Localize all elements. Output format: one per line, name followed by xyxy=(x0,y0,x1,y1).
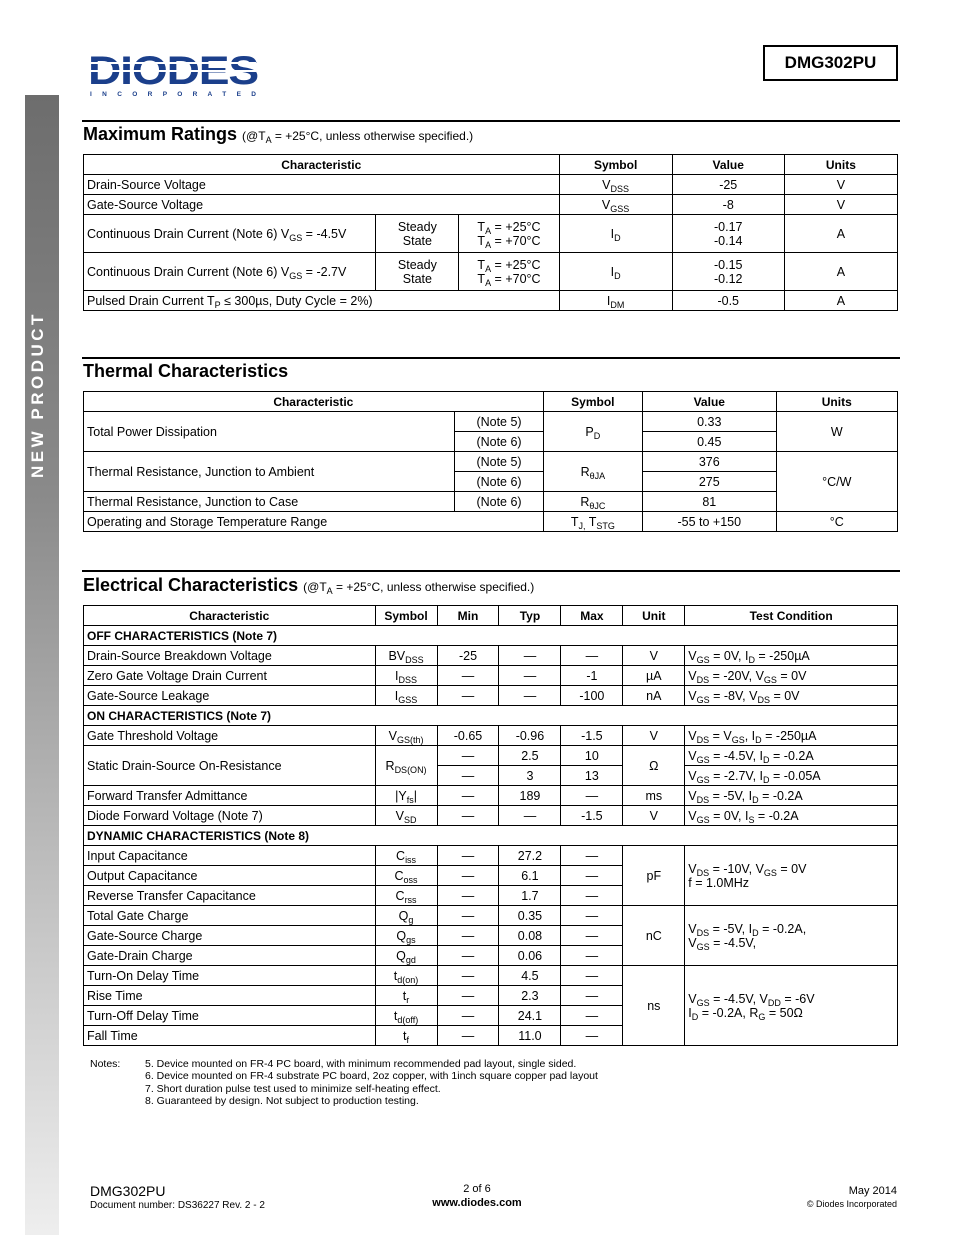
row-max: — xyxy=(561,946,623,966)
row-unit: °C/W xyxy=(776,452,897,512)
row-value: -8 xyxy=(672,195,784,215)
header-symbol: Symbol xyxy=(543,392,642,412)
dynamic-rows xyxy=(84,846,898,1046)
row-unit: A xyxy=(784,291,897,311)
row-symbol: $I_D$ xyxy=(559,253,672,291)
row-min: — xyxy=(437,846,499,866)
row-characteristic: Gate-Source Charge xyxy=(84,926,376,946)
note-item: 5. Device mounted on FR-4 PC board, with minimum recommended pad layout, single sided. xyxy=(145,1058,577,1070)
row-symbol: $t_f$ xyxy=(375,1026,437,1046)
row-symbol: $BV_{DSS}$ xyxy=(375,646,437,666)
row-max: -1 xyxy=(561,666,623,686)
row-characteristic: Forward Transfer Admittance xyxy=(84,786,376,806)
row-condition: $V_{DS} = -5V$, $I_D = -0.2A$, $V_{GS} = -4.5V$, xyxy=(685,906,898,966)
row-condition: $V_{GS} = 0V$, $I_S = -0.2A$ xyxy=(685,806,898,826)
group-title-on: ON CHARACTERISTICS (Note 7) xyxy=(84,706,898,726)
header-max: Max xyxy=(561,606,623,626)
row-typ: 3 xyxy=(499,766,561,786)
notes-list xyxy=(145,1058,598,1107)
row-max: — xyxy=(561,886,623,906)
row-unit: V xyxy=(623,726,685,746)
group-title-off: OFF CHARACTERISTICS (Note 7) xyxy=(84,626,898,646)
row-unit: ms xyxy=(623,786,685,806)
row-characteristic: Reverse Transfer Capacitance xyxy=(84,886,376,906)
header-units: Units xyxy=(784,155,897,175)
row-value: -0.15 -0.12 xyxy=(672,253,784,291)
note-item: 7. Short duration pulse test used to minimize self-heating effect. xyxy=(145,1082,441,1095)
row-min: — xyxy=(437,966,499,986)
row-characteristic: Gate-Drain Charge xyxy=(84,946,376,966)
row-min: — xyxy=(437,1026,499,1046)
row-typ: — xyxy=(499,686,561,706)
row-symbol: $V_{DSS}$ xyxy=(559,175,672,195)
row-unit: V xyxy=(623,646,685,666)
group-title-dynamic: DYNAMIC CHARACTERISTICS (Note 8) xyxy=(84,826,898,846)
table-header-row xyxy=(84,155,898,175)
row-max: 13 xyxy=(561,766,623,786)
row-characteristic: Pulsed Drain Current $T_P \le 300\mu s$, Duty Cycle = 2%) xyxy=(84,291,560,311)
thermal-table xyxy=(83,391,898,532)
row-characteristic: Output Capacitance xyxy=(84,866,376,886)
footer-document-number: Document number: DS36227 Rev. 2 - 2 xyxy=(90,1200,265,1211)
header-min: Min xyxy=(437,606,499,626)
footer-copyright: © Diodes Incorporated xyxy=(806,1199,897,1209)
row-condition: $V_{GS} = 0V$, $I_D = -250\mu A$ xyxy=(685,646,898,666)
section-rule xyxy=(82,357,900,359)
row-characteristic: Fall Time xyxy=(84,1026,376,1046)
row-characteristic: Thermal Resistance, Junction to Ambient xyxy=(84,452,455,492)
row-min: — xyxy=(437,886,499,906)
row-value: -55 to +150 xyxy=(643,512,776,532)
table-row xyxy=(84,746,898,766)
row-symbol: $Q_g$ xyxy=(375,906,437,926)
table-row xyxy=(84,846,898,866)
row-unit: V xyxy=(784,175,897,195)
row-unit: °C xyxy=(776,512,897,532)
logo-subtext: I N C O R P O R A T E D xyxy=(90,91,256,98)
row-condition: $T_A = +25^\circ C$ $T_A = +70^\circ C$ xyxy=(459,253,559,291)
row-value: -25 xyxy=(672,175,784,195)
row-characteristic: Thermal Resistance, Junction to Case xyxy=(84,492,455,512)
table-header-row xyxy=(84,606,898,626)
row-value: 376 xyxy=(643,452,776,472)
row-unit: nA xyxy=(623,686,685,706)
row-condition: $V_{DS} = -10V$, $V_{GS} = 0V$ f = 1.0MHz xyxy=(685,846,898,906)
row-note: (Note 6) xyxy=(455,432,543,452)
table-row xyxy=(84,906,898,926)
row-max: — xyxy=(561,646,623,666)
row-symbol: $I_{DSS}$ xyxy=(375,666,437,686)
electrical-title: Electrical Characteristics ($@T_A = +25^\circ C$, unless otherwise specified.) xyxy=(83,575,535,596)
row-min: — xyxy=(437,866,499,886)
header-characteristic: Characteristic xyxy=(84,155,560,175)
group-row xyxy=(84,706,898,726)
table-row xyxy=(84,512,898,532)
row-typ: — xyxy=(499,666,561,686)
row-characteristic: Input Capacitance xyxy=(84,846,376,866)
row-unit: A xyxy=(784,253,897,291)
header-unit: Unit xyxy=(623,606,685,626)
row-typ: 2.3 xyxy=(499,986,561,1006)
row-typ: 1.7 xyxy=(499,886,561,906)
row-symbol: $I_{GSS}$ xyxy=(375,686,437,706)
row-typ: 189 xyxy=(499,786,561,806)
row-symbol: $C_{rss}$ xyxy=(375,886,437,906)
row-symbol: $t_{d(off)}$ xyxy=(375,1006,437,1026)
row-characteristic: Continuous Drain Current (Note 6) $V_{GS} = -4.5V$ xyxy=(84,215,376,253)
row-min: — xyxy=(437,926,499,946)
row-max: — xyxy=(561,926,623,946)
row-typ: 11.0 xyxy=(499,1026,561,1046)
row-min: — xyxy=(437,1006,499,1026)
row-symbol: $R_{\theta JA}$ xyxy=(543,452,642,492)
row-max: — xyxy=(561,1026,623,1046)
row-note: (Note 6) xyxy=(455,472,543,492)
row-characteristic: Diode Forward Voltage (Note 7) xyxy=(84,806,376,826)
table-row xyxy=(84,726,898,746)
row-symbol: $V_{SD}$ xyxy=(375,806,437,826)
row-symbol: $T_{J,}$ $T_{STG}$ xyxy=(543,512,642,532)
row-unit: ns xyxy=(623,966,685,1046)
row-typ: — xyxy=(499,646,561,666)
group-row xyxy=(84,826,898,846)
row-characteristic: Turn-On Delay Time xyxy=(84,966,376,986)
table-row xyxy=(84,175,898,195)
row-characteristic: Static Drain-Source On-Resistance xyxy=(84,746,376,786)
group-row xyxy=(84,626,898,646)
row-characteristic: Gate-Source Leakage xyxy=(84,686,376,706)
row-min: — xyxy=(437,786,499,806)
sidebar-label xyxy=(28,450,48,478)
part-number-box: DMG302PU xyxy=(763,45,898,81)
row-condition: $V_{DS} = V_{GS}$, $I_D = -250\mu A$ xyxy=(685,726,898,746)
row-note: (Note 5) xyxy=(455,452,543,472)
row-note: (Note 5) xyxy=(455,412,543,432)
row-unit: V xyxy=(623,806,685,826)
row-min: -0.65 xyxy=(437,726,499,746)
max-ratings-table xyxy=(83,154,898,311)
table-row xyxy=(84,646,898,666)
table-row xyxy=(84,452,898,472)
row-min: — xyxy=(437,746,499,766)
table-row xyxy=(84,412,898,432)
header-characteristic: Characteristic xyxy=(84,392,544,412)
row-symbol: $P_D$ xyxy=(543,412,642,452)
row-typ: 0.06 xyxy=(499,946,561,966)
row-max: — xyxy=(561,786,623,806)
row-symbol: $R_{\theta JC}$ xyxy=(543,492,642,512)
row-symbol: $V_{GSS}$ xyxy=(559,195,672,215)
header-symbol: Symbol xyxy=(559,155,672,175)
row-unit: V xyxy=(784,195,897,215)
row-min: — xyxy=(437,806,499,826)
row-value: -0.5 xyxy=(672,291,784,311)
row-typ: 6.1 xyxy=(499,866,561,886)
table-row xyxy=(84,966,898,986)
row-typ: 2.5 xyxy=(499,746,561,766)
row-state: Steady State xyxy=(376,253,459,291)
max-ratings-title: Maximum Ratings ($@T_A = +25^\circ C$, unless otherwise specified.) xyxy=(83,124,474,145)
table-row xyxy=(84,686,898,706)
row-symbol: $|Y_{fs}|$ xyxy=(375,786,437,806)
row-note: (Note 6) xyxy=(455,492,543,512)
row-typ: 24.1 xyxy=(499,1006,561,1026)
diodes-logo xyxy=(88,50,263,100)
row-max: — xyxy=(561,846,623,866)
row-characteristic: Gate-Source Voltage xyxy=(84,195,560,215)
row-max: -1.5 xyxy=(561,806,623,826)
row-typ: -0.96 xyxy=(499,726,561,746)
note-item: 8. Guaranteed by design. Not subject to production testing. xyxy=(145,1094,419,1107)
row-value: 81 xyxy=(643,492,776,512)
header-units: Units xyxy=(776,392,897,412)
row-value: 0.45 xyxy=(643,432,776,452)
row-symbol: $C_{iss}$ xyxy=(375,846,437,866)
row-symbol: $t_{d(on)}$ xyxy=(375,966,437,986)
row-condition: $V_{DS} = -20V$, $V_{GS} = 0V$ xyxy=(685,666,898,686)
row-min: — xyxy=(437,946,499,966)
table-row xyxy=(84,253,898,291)
row-min: — xyxy=(437,686,499,706)
row-symbol: $Q_{gd}$ xyxy=(375,946,437,966)
table-header-row xyxy=(84,392,898,412)
row-characteristic: Rise Time xyxy=(84,986,376,1006)
footer-date: May 2014 xyxy=(848,1185,897,1197)
row-characteristic: Total Gate Charge xyxy=(84,906,376,926)
row-characteristic: Drain-Source Voltage xyxy=(84,175,560,195)
row-value: 0.33 xyxy=(643,412,776,432)
row-typ: — xyxy=(499,806,561,826)
row-unit: pF xyxy=(623,846,685,906)
header-characteristic: Characteristic xyxy=(84,606,376,626)
row-characteristic: Gate Threshold Voltage xyxy=(84,726,376,746)
notes-label: Notes: xyxy=(90,1058,121,1070)
row-max: -100 xyxy=(561,686,623,706)
row-min: — xyxy=(437,906,499,926)
row-value: 275 xyxy=(643,472,776,492)
note-item: 6. Device mounted on FR-4 substrate PC board, 2oz copper, with 1inch square copper pad layout xyxy=(145,1070,598,1083)
row-characteristic: Operating and Storage Temperature Range xyxy=(84,512,544,532)
row-symbol: $V_{GS(th)}$ xyxy=(375,726,437,746)
row-condition: $V_{DS} = -5V$, $I_D = -0.2A$ xyxy=(685,786,898,806)
row-max: — xyxy=(561,906,623,926)
row-characteristic: Zero Gate Voltage Drain Current xyxy=(84,666,376,686)
table-row xyxy=(84,786,898,806)
row-min: -25 xyxy=(437,646,499,666)
row-unit: µA xyxy=(623,666,685,686)
row-symbol: $I_{DM}$ xyxy=(559,291,672,311)
row-unit: W xyxy=(776,412,897,452)
row-max: -1.5 xyxy=(561,726,623,746)
row-min: — xyxy=(437,986,499,1006)
header-value: Value xyxy=(672,155,784,175)
footer-part-number: DMG302PU xyxy=(90,1183,166,1199)
row-unit: Ω xyxy=(623,746,685,786)
row-condition: $V_{GS} = -2.7V$, $I_D = -0.05A$ xyxy=(685,766,898,786)
row-symbol: $t_r$ xyxy=(375,986,437,1006)
thermal-title: Thermal Characteristics xyxy=(83,361,289,381)
row-symbol: $Q_{gs}$ xyxy=(375,926,437,946)
row-max: 10 xyxy=(561,746,623,766)
row-condition: $T_A = +25^\circ C$ $T_A = +70^\circ C$ xyxy=(459,215,559,253)
header-value: Value xyxy=(643,392,776,412)
table-row xyxy=(84,806,898,826)
sidebar-band xyxy=(25,95,59,1235)
row-typ: 0.35 xyxy=(499,906,561,926)
row-max: — xyxy=(561,966,623,986)
row-symbol: $C_{oss}$ xyxy=(375,866,437,886)
header-typ: Typ xyxy=(499,606,561,626)
header-test-condition: Test Condition xyxy=(685,606,898,626)
row-max: — xyxy=(561,986,623,1006)
logo-wordmark: DIODES xyxy=(88,50,259,93)
row-symbol: $I_D$ xyxy=(559,215,672,253)
row-characteristic: Turn-Off Delay Time xyxy=(84,1006,376,1026)
section-rule xyxy=(82,570,900,572)
row-characteristic: Continuous Drain Current (Note 6) $V_{GS} = -2.7V$ xyxy=(84,253,376,291)
row-condition: $V_{GS} = -8V$, $V_{DS} = 0V$ xyxy=(685,686,898,706)
row-characteristic: Total Power Dissipation xyxy=(84,412,455,452)
row-min: — xyxy=(437,666,499,686)
row-typ: 0.08 xyxy=(499,926,561,946)
row-state: Steady State xyxy=(376,215,459,253)
header-symbol: Symbol xyxy=(375,606,437,626)
row-value: -0.17 -0.14 xyxy=(672,215,784,253)
footer-website-link[interactable]: www.diodes.com xyxy=(432,1197,522,1209)
section-rule xyxy=(82,120,900,122)
row-typ: 4.5 xyxy=(499,966,561,986)
row-min: — xyxy=(437,766,499,786)
row-max: — xyxy=(561,1006,623,1026)
table-row xyxy=(84,666,898,686)
row-max: — xyxy=(561,866,623,886)
table-row xyxy=(84,291,898,311)
row-condition: $V_{GS} = -4.5V$, $I_D = -0.2A$ xyxy=(685,746,898,766)
table-row xyxy=(84,492,898,512)
table-row xyxy=(84,215,898,253)
row-unit: nC xyxy=(623,906,685,966)
row-unit: A xyxy=(784,215,897,253)
electrical-table xyxy=(83,605,898,1046)
row-typ: 27.2 xyxy=(499,846,561,866)
table-row xyxy=(84,195,898,215)
row-characteristic: Drain-Source Breakdown Voltage xyxy=(84,646,376,666)
footer-page-number: 2 of 6 xyxy=(463,1183,491,1195)
row-condition: $V_{GS} = -4.5V$, $V_{DD} = -6V$ $I_D = -0.2A$, $R_G = 50\Omega$ xyxy=(685,966,898,1046)
row-symbol: $R_{DS(ON)}$ xyxy=(375,746,437,786)
